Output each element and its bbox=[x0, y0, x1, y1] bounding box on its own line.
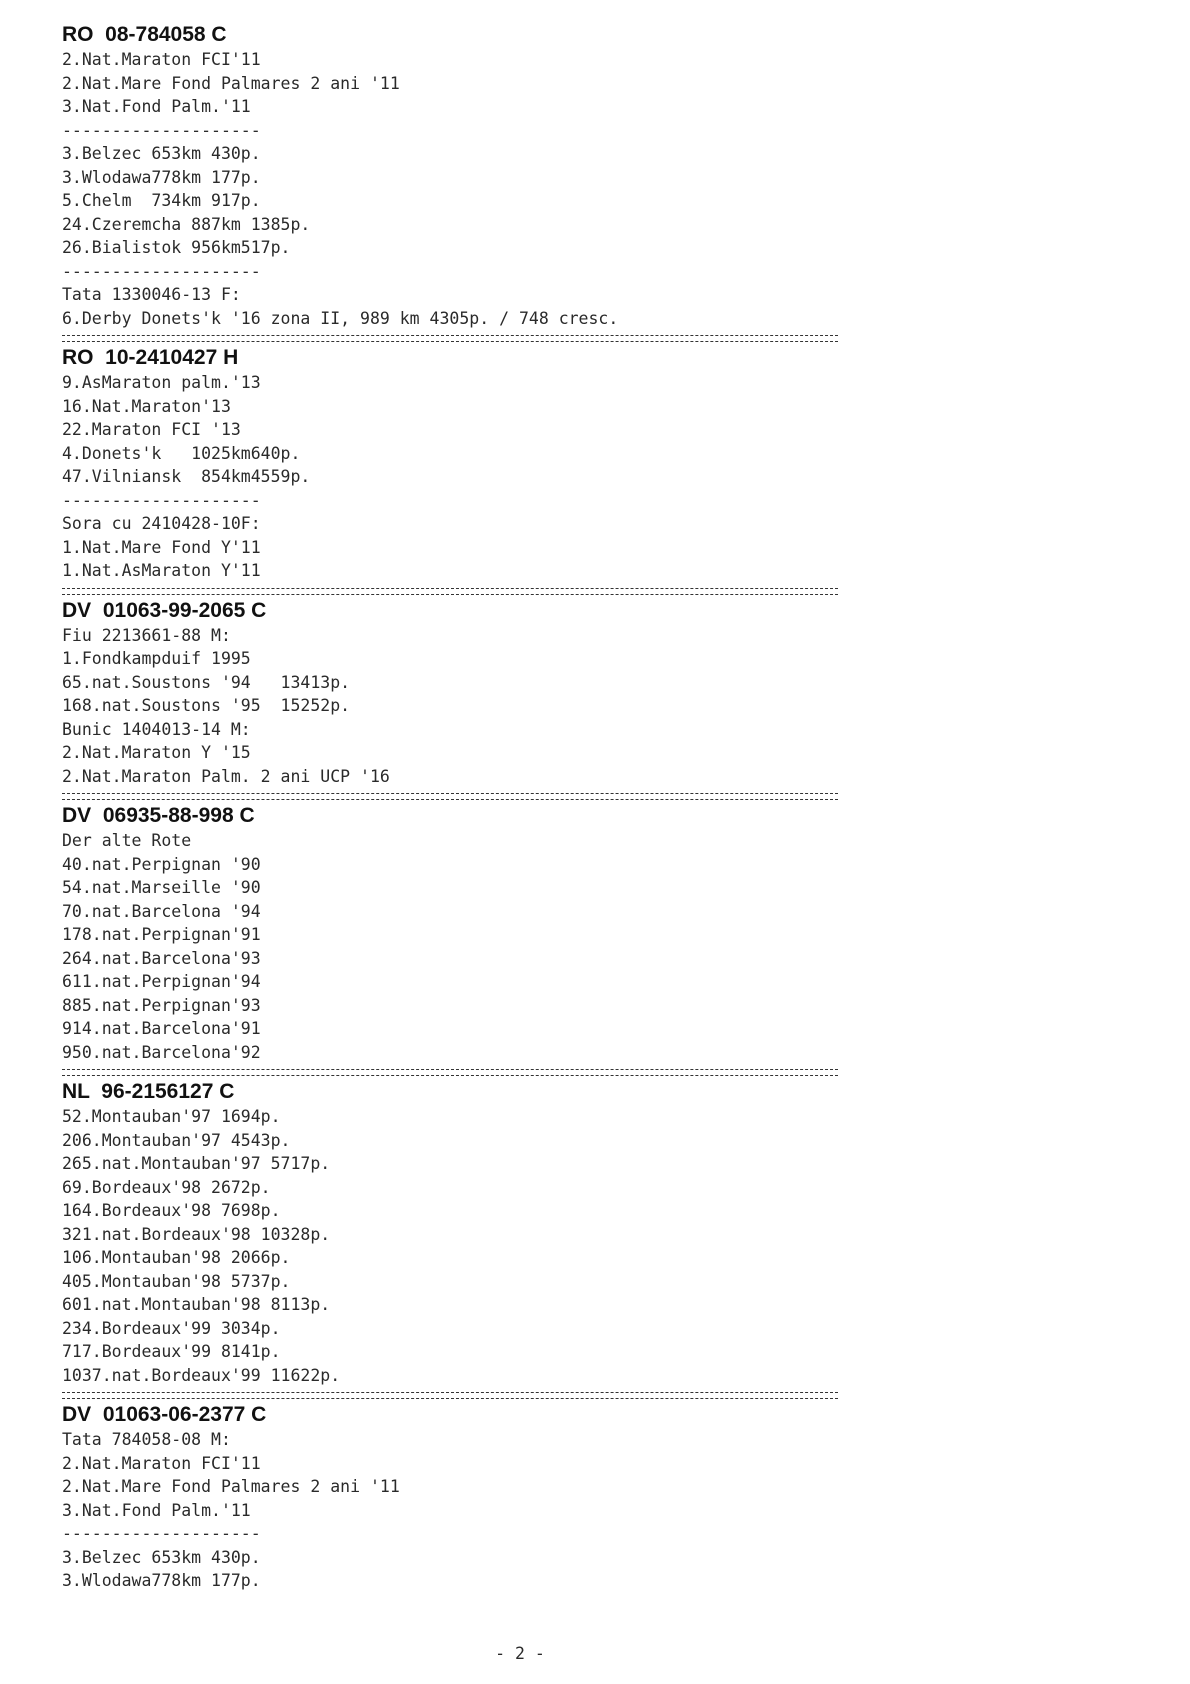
result-line: 234.Bordeaux'99 3034p. bbox=[62, 1318, 281, 1338]
entry-separator bbox=[62, 335, 838, 342]
result-line: 264.nat.Barcelona'93 bbox=[62, 948, 261, 968]
dashed-divider: -------------------- bbox=[62, 1524, 261, 1543]
entry-separator bbox=[62, 1069, 838, 1076]
result-line: 2.Nat.Mare Fond Palmares 2 ani '11 bbox=[62, 73, 400, 93]
result-line: 168.nat.Soustons '95 15252p. bbox=[62, 696, 351, 715]
result-line: Sora cu 2410428-10F: bbox=[62, 514, 261, 533]
result-line: 54.nat.Marseille '90 bbox=[62, 878, 261, 897]
result-line: 611.nat.Perpignan'94 bbox=[62, 972, 261, 991]
result-line: 26.Bialistok 956km517p. bbox=[62, 238, 291, 257]
ring-number-heading: DV 06935-88-998 C bbox=[62, 804, 255, 827]
result-line: 4.Donets'k 1025km640p. bbox=[62, 443, 301, 463]
result-line: 885.nat.Perpignan'93 bbox=[62, 995, 261, 1015]
result-line: 70.nat.Barcelona '94 bbox=[62, 901, 261, 921]
result-line: 206.Montauban'97 4543p. bbox=[62, 1130, 291, 1150]
result-line: Bunic 1404013-14 M: bbox=[62, 719, 251, 739]
result-line: 2.Nat.Maraton Palm. 2 ani UCP '16 bbox=[62, 766, 390, 786]
result-line: 106.Montauban'98 2066p. bbox=[62, 1248, 291, 1267]
result-line: 164.Bordeaux'98 7698p. bbox=[62, 1201, 281, 1220]
result-line: 3.Wlodawa778km 177p. bbox=[62, 167, 261, 187]
result-line: 47.Vilniansk 854km4559p. bbox=[62, 467, 311, 486]
result-line: 5.Chelm 734km 917p. bbox=[62, 191, 261, 210]
result-line: 3.Belzec 653km 430p. bbox=[62, 1547, 261, 1567]
result-line: 9.AsMaraton palm.'13 bbox=[62, 373, 261, 392]
result-line: 2.Nat.Maraton FCI'11 bbox=[62, 1453, 261, 1473]
result-line: 3.Nat.Fond Palm.'11 bbox=[62, 1500, 251, 1520]
dashed-divider: -------------------- bbox=[62, 261, 261, 281]
result-line: 321.nat.Bordeaux'98 10328p. bbox=[62, 1224, 331, 1244]
result-line: 950.nat.Barcelona'92 bbox=[62, 1042, 261, 1062]
result-line: Fiu 2213661-88 M: bbox=[62, 625, 231, 645]
result-line: 914.nat.Barcelona'91 bbox=[62, 1019, 261, 1038]
result-line: 2.Nat.Mare Fond Palmares 2 ani '11 bbox=[62, 1477, 400, 1496]
result-line: 40.nat.Perpignan '90 bbox=[62, 854, 261, 874]
ring-number-heading: RO 10-2410427 H bbox=[62, 346, 239, 369]
entry-separator bbox=[62, 793, 838, 800]
result-line: 69.Bordeaux'98 2672p. bbox=[62, 1177, 271, 1197]
result-line: 1.Nat.AsMaraton Y'11 bbox=[62, 561, 261, 580]
dashed-divider: -------------------- bbox=[62, 120, 261, 140]
result-line: 2.Nat.Maraton Y '15 bbox=[62, 743, 251, 762]
document-page bbox=[62, 22, 1132, 1593]
ring-number-heading: DV 01063-06-2377 C bbox=[62, 1403, 267, 1426]
pigeon-entry bbox=[62, 1079, 1132, 1387]
result-line: 2.Nat.Maraton FCI'11 bbox=[62, 50, 261, 69]
entry-separator bbox=[62, 1392, 838, 1399]
result-line: 178.nat.Perpignan'91 bbox=[62, 925, 261, 944]
result-line: 1037.nat.Bordeaux'99 11622p. bbox=[62, 1365, 341, 1385]
pigeon-entry bbox=[62, 22, 1132, 330]
result-line: 1.Nat.Mare Fond Y'11 bbox=[62, 537, 261, 557]
result-line: 16.Nat.Maraton'13 bbox=[62, 396, 231, 416]
result-line: 405.Montauban'98 5737p. bbox=[62, 1271, 291, 1291]
result-line: 22.Maraton FCI '13 bbox=[62, 420, 241, 439]
pigeon-entry bbox=[62, 598, 1132, 789]
entry-separator bbox=[62, 588, 838, 595]
dashed-divider: -------------------- bbox=[62, 490, 261, 510]
result-line: Der alte Rote bbox=[62, 831, 192, 850]
result-line: 52.Montauban'97 1694p. bbox=[62, 1107, 281, 1126]
result-line: Tata 1330046-13 F: bbox=[62, 285, 241, 304]
pigeon-entry bbox=[62, 1402, 1132, 1593]
result-line: 717.Bordeaux'99 8141p. bbox=[62, 1342, 281, 1361]
result-line: 65.nat.Soustons '94 13413p. bbox=[62, 672, 351, 692]
result-line: 3.Belzec 653km 430p. bbox=[62, 144, 261, 163]
ring-number-heading: DV 01063-99-2065 C bbox=[62, 598, 267, 622]
result-line: 1.Fondkampduif 1995 bbox=[62, 649, 251, 668]
result-line: 3.Nat.Fond Palm.'11 bbox=[62, 97, 251, 116]
ring-number-heading: NL 96-2156127 C bbox=[62, 1080, 235, 1103]
pigeon-entry bbox=[62, 345, 1132, 583]
result-line: 3.Wlodawa778km 177p. bbox=[62, 1571, 261, 1590]
result-line: 24.Czeremcha 887km 1385p. bbox=[62, 214, 311, 234]
page-number: - 2 - bbox=[495, 1644, 545, 1663]
ring-number-heading: RO 08-784058 C bbox=[62, 23, 227, 46]
result-line: Tata 784058-08 M: bbox=[62, 1430, 231, 1449]
result-line: 601.nat.Montauban'98 8113p. bbox=[62, 1295, 331, 1314]
result-line: 6.Derby Donets'k '16 zona II, 989 km 4305p. / 748 cresc. bbox=[62, 308, 619, 328]
result-line: 265.nat.Montauban'97 5717p. bbox=[62, 1154, 331, 1173]
pigeon-entry bbox=[62, 803, 1132, 1064]
